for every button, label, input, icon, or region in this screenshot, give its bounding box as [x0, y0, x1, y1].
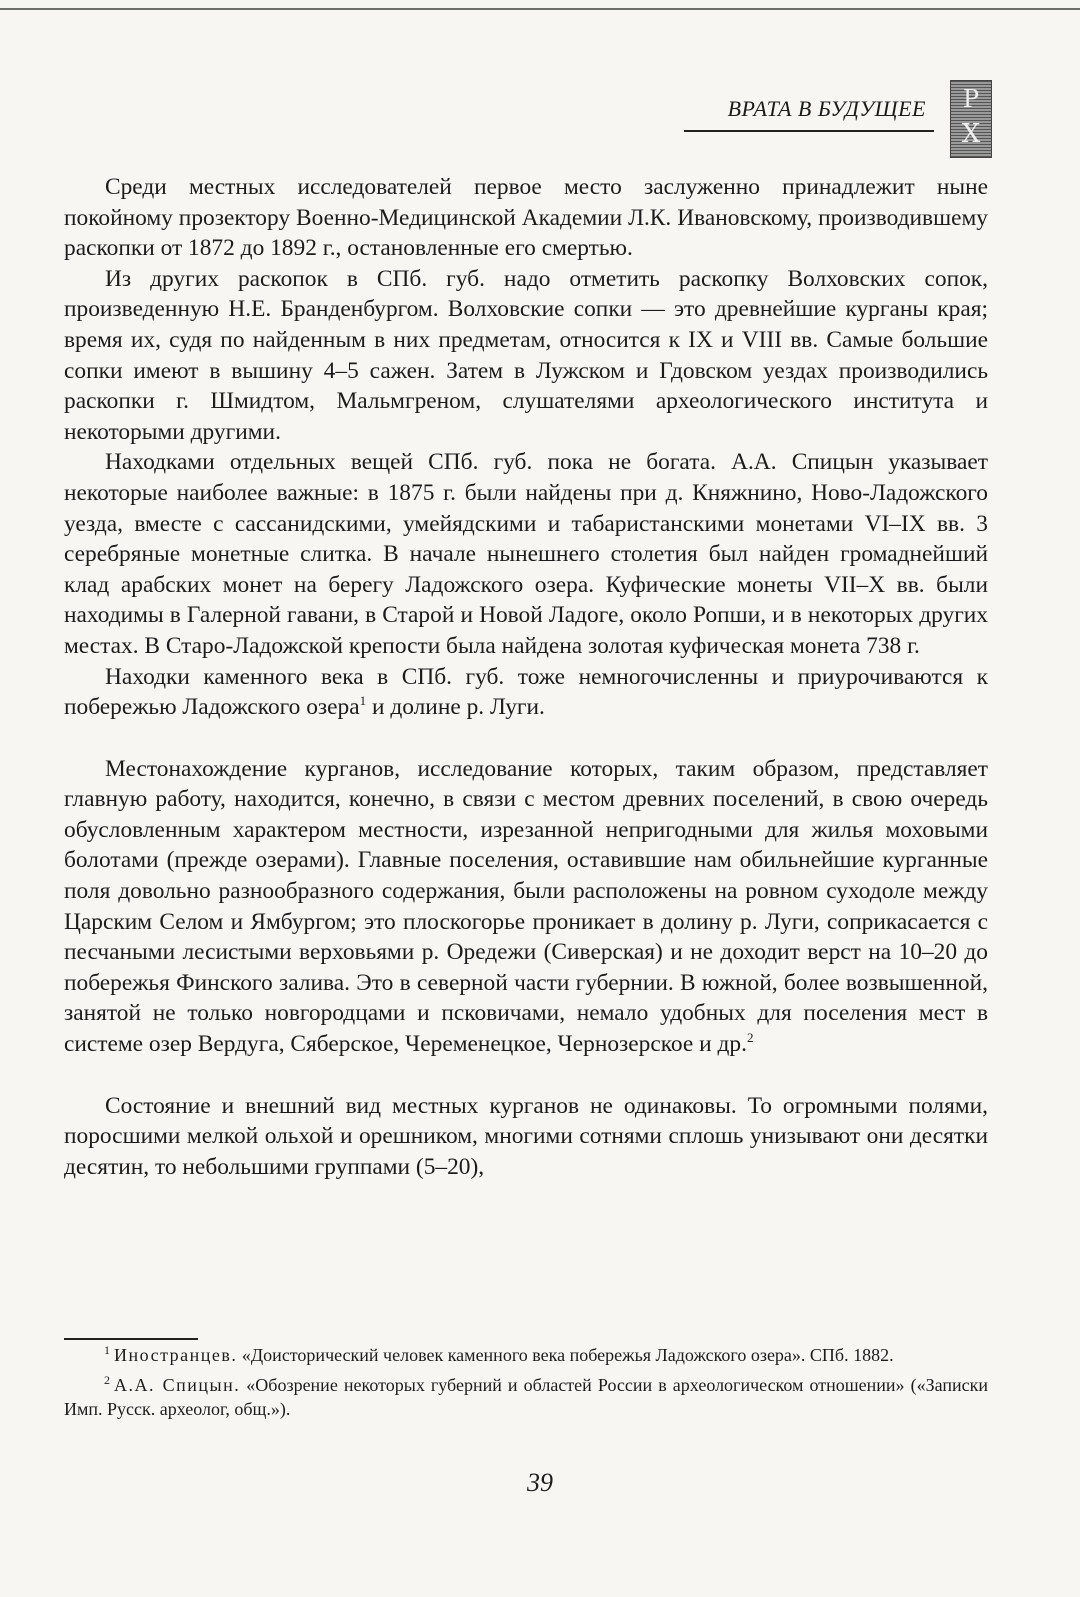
running-title: ВРАТА В БУДУЩЕЕ [727, 96, 926, 121]
footnote-2-author: А.А. Спицын. [114, 1375, 241, 1395]
footnote-ref-1: 1 [359, 693, 367, 709]
paragraph-kurgan-state: Состояние и внешний вид местных курганов не одинаковы. То огромными полями, поросшими мелкой ольхой и орешником, многими сотнями сплошь унизывают они десятки десятин, то небольшими группами (5–20), [64, 1092, 988, 1180]
paragraph-kurgan-locations [64, 754, 988, 1060]
chi-rho-emblem-icon [950, 80, 992, 158]
paragraph-stone-age [64, 662, 988, 723]
running-head [684, 92, 934, 132]
footnote-2-text: «Обозрение некоторых губерний и областей России в археологическом отношении» («Записки Имп. Русск. археолог, общ.»). [64, 1375, 988, 1419]
stone-age-text-end: и долине р. Луги. [366, 694, 545, 721]
paragraph-finds: Находками отдельных вещей СПб. губ. пока не богата. А.А. Спицын указывает некоторые наиболее важные: в 1875 г. были найдены при д. Княжнино, Ново-Ладожского уезда, вместе с сассанидскими, умейядскими и табаристанскими монетами VI–IX вв. 3 серебряные монетные слитка. В начале нынешнего столетия был найден громаднейший клад арабских монет на берегу Ладожского озера. Куфические монеты VII–X вв. были находимы в Галерной гавани, в Старой и Новой Ладоге, около Ропши, и в некоторых других местах. В Старо-Ладожской крепости была найдена золотая куфическая монета 738 г. [64, 449, 988, 659]
main-text [64, 172, 988, 1182]
emblem-letter-rho: Р [962, 85, 980, 113]
emblem-letter-chi: Х [961, 119, 981, 149]
footnotes [64, 1343, 988, 1421]
stone-age-text: Находки каменного века в СПб. губ. тоже немногочисленны и приурочиваются к побережью Ладожского озера [64, 663, 988, 721]
kurgan-locations-text: Местонахождение курганов, исследование которых, таким образом, представляет главную работу, находится, конечно, в связи с местом древних поселений, в свою очередь обусловленным характером местности, изрезанной непригодными для жилья моховыми болотами (прежде озерами). Главные поселения, оставившие нам обильнейшие курганные поля довольно разнообразного содержания, были расположены на ровном суходоле между Царским Селом и Ямбургом; это плоскогорье проникает в долину р. Луги, соприкасается с песчаными лесистыми верховьями р. Оредежи (Сиверская) и не доходит верст на 10–20 до побережья Финского залива. Это в северной части губернии. В южной, более возвышенной, занятой не только новгородцами и псковичами, немало удобных для поселения мест в системе озер Вердуга, Сяберское, Череменецкое, Чернозерское и др. [64, 755, 988, 1058]
footnote-2 [64, 1373, 988, 1421]
footnote-1-author: Иностранцев. [114, 1345, 238, 1365]
footnote-2-number: 2 [104, 1373, 110, 1387]
footnote-1 [64, 1343, 988, 1367]
paragraph-researchers: Среди местных исследователей первое место заслуженно принадлежит ныне покойному прозектору Военно-Медицинской Академии Л.К. Ивановскому, производившему раскопки от 1872 до 1892 г., остановленные его смертью. [64, 174, 988, 262]
footnote-1-number: 1 [104, 1343, 110, 1357]
running-head-rule [684, 130, 934, 132]
footnote-1-text: «Доисторический человек каменного века побережья Ладожского озера». СПб. 1882. [237, 1345, 894, 1365]
top-edge-rule [0, 8, 1080, 10]
footnote-ref-2: 2 [746, 1030, 754, 1046]
paragraph-excavations: Из других раскопок в СПб. губ. надо отметить раскопку Волховских сопок, произведенную Н.Е. Бранденбургом. Волховские сопки — это древнейшие курганы края; время их, судя по найденным в них предметам, относится к IX и VIII вв. Самые большие сопки имеют в вышину 4–5 сажен. Затем в Лужском и Гдовском уездах производились раскопки г. Шмидтом, Мальмгреном, слушателями археологического института и некоторыми другими. [64, 265, 988, 445]
footnote-separator [64, 1338, 198, 1340]
page-number: 39 [527, 1468, 553, 1497]
